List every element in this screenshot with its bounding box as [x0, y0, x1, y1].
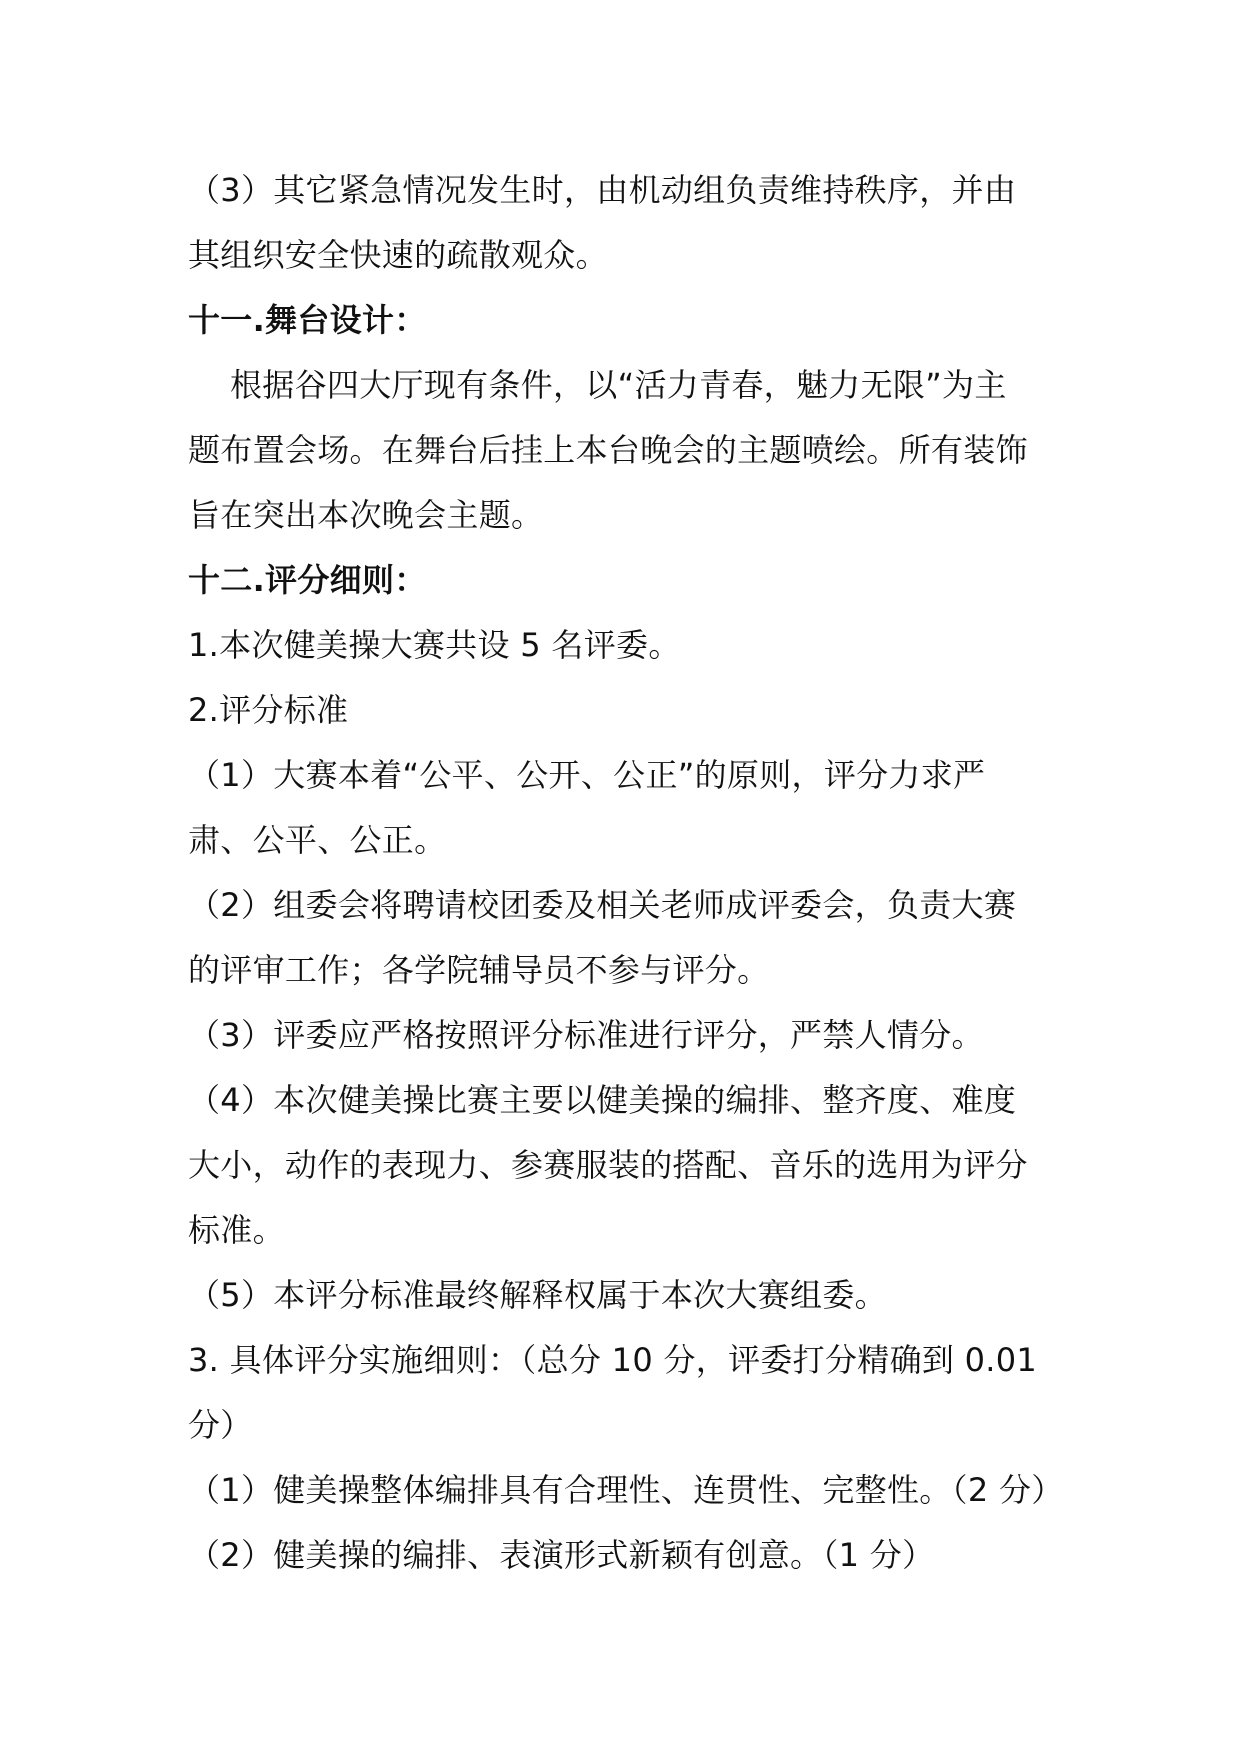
text-line: 旨在突出本次晚会主题。 — [188, 496, 544, 534]
text-line: （2）组委会将聘请校团委及相关老师成评委会，负责大赛 — [188, 886, 1017, 924]
text-line: 1.本次健美操大赛共设 5 名评委。 — [188, 626, 681, 664]
text-line: （4）本次健美操比赛主要以健美操的编排、整齐度、难度 — [188, 1081, 1017, 1119]
text-line: 其组织安全快速的疏散观众。 — [188, 236, 608, 274]
text-line: （1）大赛本着“公平、公开、公正”的原则，评分力求严 — [188, 756, 986, 794]
text-line: 大小，动作的表现力、参赛服装的搭配、音乐的选用为评分 — [188, 1146, 1028, 1184]
text-line: （1）健美操整体编排具有合理性、连贯性、完整性。（2 分） — [188, 1471, 1064, 1509]
text-line: 肃、公平、公正。 — [188, 821, 447, 859]
text-line: （5）本评分标准最终解释权属于本次大赛组委。 — [188, 1276, 887, 1314]
document-page — [188, 158, 1078, 1588]
text-line: 分） — [188, 1406, 253, 1444]
text-line: （2）健美操的编排、表演形式新颖有创意。（1 分） — [188, 1536, 935, 1574]
text-line: 标准。 — [188, 1211, 285, 1249]
text-line: 题布置会场。在舞台后挂上本台晚会的主题喷绘。所有装饰 — [188, 431, 1028, 469]
text-line: 的评审工作；各学院辅导员不参与评分。 — [188, 951, 770, 989]
text-line: 根据谷四大厅现有条件，以“活力青春，魅力无限”为主 — [230, 366, 1007, 404]
text-line: （3）其它紧急情况发生时，由机动组负责维持秩序，并由 — [188, 171, 1017, 209]
text-line: （3）评委应严格按照评分标准进行评分，严禁人情分。 — [188, 1016, 984, 1054]
text-line: 2.评分标准 — [188, 691, 349, 729]
section-heading-scoring-rules: 十二.评分细则： — [188, 561, 427, 599]
section-heading-stage-design: 十一.舞台设计： — [188, 301, 427, 339]
text-line: 3. 具体评分实施细则：（总分 10 分，评委打分精确到 0.01 — [188, 1341, 1038, 1379]
